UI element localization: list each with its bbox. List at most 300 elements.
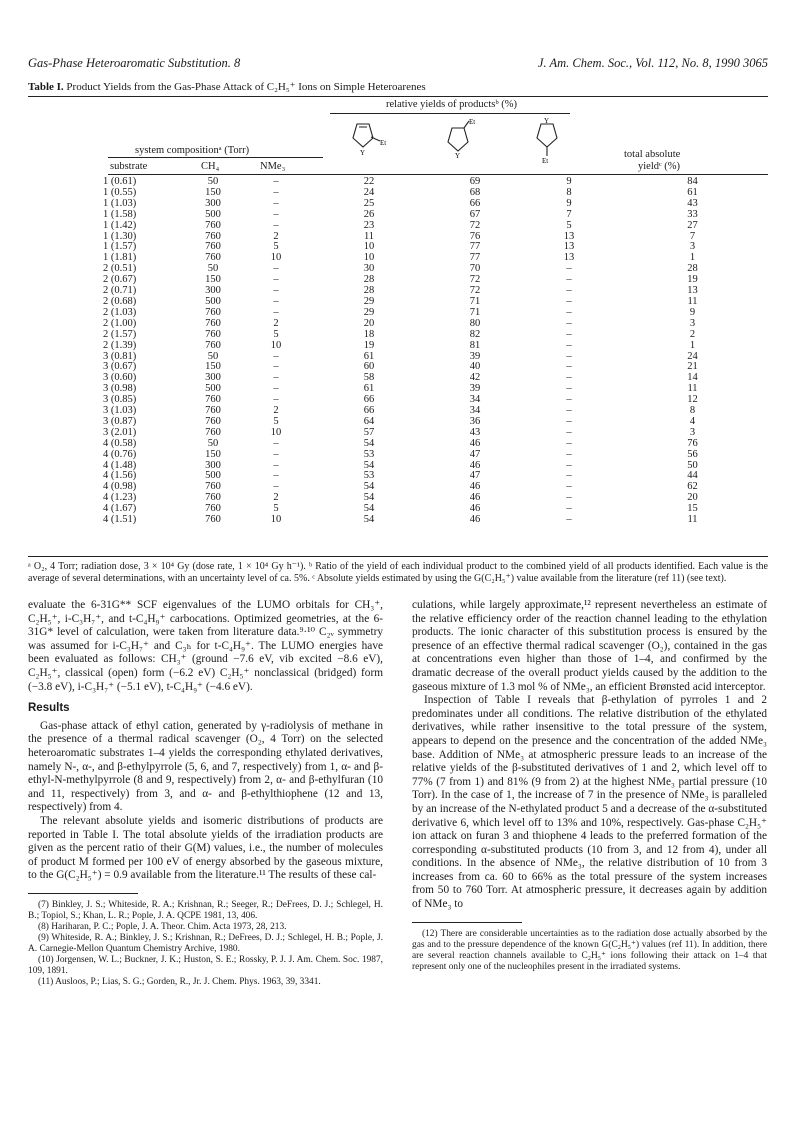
footnote-divider [412, 922, 522, 923]
table-row [103, 242, 768, 253]
table-cell: 300 [205, 285, 221, 297]
table-cell: 50 [207, 350, 219, 362]
table-cell: – [566, 350, 572, 362]
table-cell: 10 [270, 426, 282, 438]
table-cell: – [273, 263, 279, 275]
table-row [103, 362, 768, 373]
table-cell: 43 [687, 197, 698, 209]
col-substrate: substrate [110, 161, 148, 172]
table-cell: 2 (1.57) [103, 328, 137, 340]
table-cell: 20 [363, 317, 375, 329]
ring-et-label: Et [380, 139, 387, 147]
reference-item: (9) Whiteside, R. A.; Binkley, J. S.; Krishnan, R.; DeFrees, D. J.; Schlegel, H. B.; Pople, J. A. Carnegie-Mellon Quantum Chemistry Archive, 1980. [28, 932, 383, 954]
table-cell: 9 [566, 197, 572, 209]
table-row [103, 482, 768, 493]
table-cell: 71 [469, 295, 481, 307]
table-cell: 1 (1.57) [103, 241, 137, 253]
table-row [103, 504, 768, 515]
table-cell: 69 [469, 176, 481, 187]
table-cell: – [566, 394, 572, 406]
table-cell: – [566, 306, 572, 318]
table-bottom-rule [28, 556, 768, 557]
table-row [103, 384, 768, 395]
table-cell: 1 (1.30) [103, 230, 137, 242]
table-cell: 500 [205, 208, 221, 220]
table-cell: 84 [687, 176, 698, 187]
table-cell: 82 [469, 328, 481, 340]
table-cell: 760 [205, 394, 221, 406]
table-cell: – [566, 437, 572, 449]
table-cell: 5 [566, 219, 572, 231]
table-cell: 23 [363, 219, 375, 231]
table-cell: – [566, 405, 572, 417]
table-cell: – [273, 197, 279, 209]
table-cell: – [273, 372, 279, 384]
table-cell: 46 [469, 481, 481, 493]
table-cell: 2 (0.67) [103, 274, 137, 286]
table-cell: 4 (1.51) [103, 514, 137, 526]
table-cell: – [566, 372, 572, 384]
table-cell: – [273, 219, 279, 231]
table-cell: 2 (0.51) [103, 263, 137, 275]
table-cell: 10 [363, 252, 375, 264]
table-cell: – [566, 263, 572, 275]
table-cell: – [566, 383, 572, 395]
table-cell: 3 (0.60) [103, 372, 137, 384]
table-cell: 3 (0.81) [103, 350, 137, 362]
table-cell: 3 [689, 317, 696, 329]
table-cell: 2 (1.03) [103, 306, 137, 318]
table-cell: 57 [363, 426, 375, 438]
table-cell: 8 [689, 405, 696, 417]
table-row [103, 406, 768, 417]
table-cell: 77 [469, 252, 481, 264]
table-cell: 2 (0.68) [103, 295, 137, 307]
table-cell: 11 [687, 514, 698, 526]
relative-yields-header: relative yields of productsᵇ (%) [386, 99, 517, 110]
table-cell: 34 [469, 405, 481, 417]
table-caption [28, 80, 426, 93]
table-cell: 4 [689, 415, 696, 427]
left-paragraph-1: Gas-phase attack of ethyl cation, generated by γ-radiolysis of methane in the presence of a thermal radical scavenger (O₂, 4 Torr) on the selected heteroaromatic substrates 1–4 yields the corresponding ethylated derivatives, namely N-, α-, and β-ethylpyrrole (5, 6, and 7, respectively) from 1, α- and β-ethyl-N-methylpyrrole (8 and 9, respectively) from 2, α- and β-ethylfuran (10 and 11, respectively) from 3, and α- and β-ethylthiophene (12 and 13, respectively) from 4. [28, 719, 383, 814]
table-cell: 760 [205, 339, 221, 351]
table-cell: 2 [689, 328, 696, 340]
header-bottom-rule [108, 174, 768, 175]
table-cell: 4 (1.56) [103, 470, 137, 482]
table-cell: 77 [469, 241, 481, 253]
table-cell: – [273, 208, 279, 220]
table-cell: – [273, 295, 279, 307]
left-paragraph-0: evaluate the 6-31G** SCF eigenvalues of the LUMO orbitals for CH₃⁺, C₂H₅⁺, i-C₃H₇⁺, and t-C₄H₉⁺ carbocations. Optimized geometries, at the 6-31G* level of calculation, were taken from literature data.⁹·¹⁰ C₂ᵥ symmetry was assumed for i-C₃H₇⁺ and C₃ₕ for t-C₄H₉⁺. The LUMO energies have been evaluated as follows: CH₃⁺ (ground −7.6 eV, vib excited −8.6 eV), C₂H₅⁺, classical (open) form (−6.2 eV) C₂H₅⁺ nonclassical (bridged) form (−3.8 eV), i-C₃H₇⁺ (−5.1 eV), t-C₄H₉⁺ (−4.6 eV). [28, 599, 383, 693]
table-cell: – [273, 186, 279, 198]
total-header-1: total absolute [624, 149, 681, 160]
table-cell: 760 [205, 415, 221, 427]
table-row [103, 439, 768, 450]
table-cell: 13 [563, 241, 575, 253]
table-cell: – [273, 176, 279, 187]
table-cell: – [566, 459, 572, 471]
table-cell: 70 [469, 263, 481, 275]
table-cell: – [566, 361, 572, 373]
table-cell: 7 [566, 208, 572, 220]
reference-item: (11) Ausloos, P.; Lias, S. G.; Gorden, R., Jr. J. Chem. Phys. 1963, 39, 3341. [38, 976, 321, 987]
right-paragraph-2: Inspection of Table I reveals that β-ethylation of pyrroles 1 and 2 predominates under all conditions. The relative distribution of the ethylated derivatives, while rather insensitive to the total pressure of the system, appears to depend on the presence and the concentration of the added NMe₃ base. Addition of NMe₃ at atmospheric pressure leads to an increase of the relative yields of the β-substituted derivatives of 1 and 2, which level off to 77% (7 from 1) and 81% (9 from 2) at the highest NMe₃ partial pressure (10 Torr). In the case of 1, the increase of 7 in the presence of NMe₃ is paralleled by an increase of the N-ethylated product 5 and a decrease of the α-substituted derivative 6, which level off to 13% and 10%, respectively. Gas-phase C₂H₅⁺ ion attack on furan 3 and thiophene 4 leads to the preferred formation of the corresponding α-substituted products (10 from 3, and 12 from 4), under all conditions. In the absence of NMe₃, the relative distribution of 10 from 3 increases from ca. 60 to 66% as the total pressure of the system increases from 50 to 760 Torr. At atmospheric pressure, it decreases again by addition of NMe₃ to [412, 694, 767, 911]
ring-et-label: Et [542, 157, 549, 164]
table-cell: 61 [363, 383, 375, 395]
table-cell: – [273, 481, 279, 493]
table-cell: 11 [687, 383, 698, 395]
table-cell: 2 [273, 230, 279, 242]
table-cell: – [566, 295, 572, 307]
table-cell: 150 [205, 274, 221, 286]
table-cell: 760 [205, 503, 221, 515]
table-row [103, 188, 768, 199]
table-cell: 47 [469, 470, 481, 482]
table-row [103, 286, 768, 297]
table-caption-label: Table I. [28, 81, 64, 93]
table-cell: 10 [270, 252, 282, 264]
running-header [28, 56, 768, 71]
right-column [412, 599, 767, 973]
table-cell: 150 [205, 186, 221, 198]
table-cell: 1 (1.03) [103, 197, 137, 209]
table-cell: 300 [205, 372, 221, 384]
table-cell: 11 [363, 230, 375, 242]
table-cell: 21 [687, 361, 698, 373]
table-cell: 1 [689, 252, 696, 264]
table-cell: 10 [363, 241, 375, 253]
table-cell: – [566, 339, 572, 351]
table-cell: – [273, 437, 279, 449]
table-cell: 1 (0.61) [103, 176, 137, 187]
table-cell: 33 [687, 208, 698, 220]
table-cell: 4 (1.67) [103, 503, 137, 515]
table-cell: 760 [205, 426, 221, 438]
table-cell: 72 [469, 219, 481, 231]
table-row [103, 515, 768, 526]
table-cell: 66 [363, 394, 375, 406]
table-cell: 19 [687, 274, 698, 286]
table-cell: 56 [687, 448, 698, 460]
table-cell: 11 [687, 295, 698, 307]
table-cell: 14 [687, 372, 698, 384]
table-cell: 5 [273, 241, 279, 253]
table-row [103, 471, 768, 482]
table-cell: 54 [363, 437, 375, 449]
table-cell: 40 [469, 361, 481, 373]
table-cell: 3 (2.01) [103, 426, 137, 438]
left-column [28, 599, 383, 988]
table-cell: 4 (0.98) [103, 481, 137, 493]
table-cell: 760 [205, 405, 221, 417]
table-cell: 29 [363, 306, 375, 318]
table-cell: 24 [687, 350, 698, 362]
table-cell: – [273, 383, 279, 395]
table-cell: – [566, 503, 572, 515]
table-cell: 72 [469, 274, 481, 286]
table-cell: 61 [687, 186, 698, 198]
table-cell: 3 (0.67) [103, 361, 137, 373]
table-cell: – [273, 350, 279, 362]
table-row [103, 221, 768, 232]
table-cell: 760 [205, 241, 221, 253]
table-cell: 2 (1.00) [103, 317, 137, 329]
table-cell: 64 [363, 415, 375, 427]
table-cell: 54 [363, 459, 375, 471]
table-cell: 1 (1.42) [103, 219, 137, 231]
table-cell: 500 [205, 295, 221, 307]
header-left: Gas-Phase Heteroaromatic Substitution. 8 [28, 56, 241, 70]
table-cell: 760 [205, 317, 221, 329]
table-cell: 29 [363, 295, 375, 307]
reference-item: (7) Binkley, J. S.; Whiteside, R. A.; Krishnan, R.; Seeger, R.; DeFrees, D. J.; Schlegel, H. B.; Topiol, S.; Khan, L. R.; Pople, J. A. QCPE 1981, 13, 406. [28, 899, 383, 921]
ring-y-label: Y [360, 149, 366, 157]
table-cell: 54 [363, 514, 375, 526]
ring-y-label: Y [455, 152, 461, 158]
table-cell: 10 [270, 514, 282, 526]
table-cell: 80 [469, 317, 481, 329]
table-cell: 58 [363, 372, 375, 384]
table-cell: 2 [273, 405, 279, 417]
product-yields-table [103, 177, 768, 526]
table-cell: 9 [566, 176, 572, 187]
table-row [103, 253, 768, 264]
table-cell: 12 [687, 394, 698, 406]
table-row [103, 330, 768, 341]
table-cell: 150 [205, 361, 221, 373]
table-cell: 760 [205, 306, 221, 318]
table-cell: 13 [563, 230, 575, 242]
table-cell: 30 [363, 263, 375, 275]
table-cell: 300 [205, 459, 221, 471]
table-cell: 2 (1.39) [103, 339, 137, 351]
left-paragraph-2: The relevant absolute yields and isomeric distributions of products are reported in Table I. The total absolute yields of the irradiation products are given as the percent ratio of their G(M) values, i.e., the number of molecules of product M formed per 100 eV of energy absorbed by the gaseous mixture, to the G(C₂H₅⁺) = 0.9 available from the literature.¹¹ The results of these cal- [28, 814, 383, 882]
table-cell: – [566, 492, 572, 504]
table-cell: – [566, 285, 572, 297]
table-cell: 28 [363, 285, 375, 297]
table-cell: 50 [687, 459, 698, 471]
table-cell: 3 (0.85) [103, 394, 137, 406]
table-row [103, 308, 768, 319]
table-cell: 10 [270, 339, 282, 351]
table-cell: 3 (0.87) [103, 415, 137, 427]
n-ethyl-pyrrole-icon [526, 116, 576, 164]
table-cell: 760 [205, 481, 221, 493]
table-cell: 60 [363, 361, 375, 373]
table-cell: 66 [363, 405, 375, 417]
table-cell: 2 [273, 492, 279, 504]
table-cell: 8 [566, 186, 572, 198]
relative-yields-rule [330, 113, 570, 114]
table-cell: – [566, 274, 572, 286]
table-cell: 54 [363, 481, 375, 493]
table-cell: 53 [363, 470, 375, 482]
table-cell: 39 [469, 383, 481, 395]
table-cell: 5 [273, 328, 279, 340]
table-cell: 4 (0.58) [103, 437, 137, 449]
table-row [103, 341, 768, 352]
table-cell: 500 [205, 383, 221, 395]
table-cell: – [273, 470, 279, 482]
table-row [103, 417, 768, 428]
table-cell: 4 (1.48) [103, 459, 137, 471]
table-cell: 71 [469, 306, 481, 318]
table-cell: 760 [205, 219, 221, 231]
table-row [103, 210, 768, 221]
table-cell: 25 [363, 197, 375, 209]
table-cell: 22 [363, 176, 375, 187]
table-top-rule [28, 96, 768, 97]
table-cell: – [566, 448, 572, 460]
table-cell: 62 [687, 481, 698, 493]
table-cell: 5 [273, 415, 279, 427]
table-cell: 27 [687, 219, 698, 231]
ring-et-label: Et [469, 118, 476, 126]
table-cell: 50 [207, 437, 219, 449]
table-row [103, 177, 768, 188]
beta-ethyl-heteroarene-icon [437, 118, 487, 158]
table-cell: 24 [363, 186, 375, 198]
table-cell: 61 [363, 350, 375, 362]
table-cell: 66 [469, 197, 481, 209]
table-row [103, 450, 768, 461]
table-cell: 50 [207, 263, 219, 275]
table-cell: 76 [469, 230, 481, 242]
table-cell: 50 [207, 176, 219, 187]
table-cell: 13 [687, 285, 698, 297]
table-cell: – [273, 274, 279, 286]
table-cell: 46 [469, 459, 481, 471]
table-cell: 760 [205, 328, 221, 340]
table-cell: 3 [689, 426, 696, 438]
table-cell: 1 (0.55) [103, 186, 137, 198]
table-cell: 5 [273, 503, 279, 515]
table-cell: 500 [205, 470, 221, 482]
table-cell: 54 [363, 492, 375, 504]
table-cell: 760 [205, 252, 221, 264]
table-row [103, 428, 768, 439]
table-cell: 7 [689, 230, 696, 242]
table-cell: 72 [469, 285, 481, 297]
table-row [103, 297, 768, 308]
table-cell: 15 [687, 503, 698, 515]
table-cell: 46 [469, 503, 481, 515]
table-cell: 3 (0.98) [103, 383, 137, 395]
table-row [103, 264, 768, 275]
table-cell: – [273, 285, 279, 297]
table-cell: – [273, 448, 279, 460]
table-cell: – [566, 328, 572, 340]
alpha-ethyl-heteroarene-icon [342, 118, 392, 158]
table-cell: 68 [469, 186, 481, 198]
header-right: J. Am. Chem. Soc., Vol. 112, No. 8, 1990 3065 [537, 56, 768, 70]
table-cell: 67 [469, 208, 481, 220]
table-cell: – [566, 470, 572, 482]
table-cell: 13 [563, 252, 575, 264]
reference-item: (8) Hariharan, P. C.; Pople, J. A. Theor. Chim. Acta 1973, 28, 213. [38, 921, 287, 932]
table-row [103, 395, 768, 406]
table-cell: 1 (1.81) [103, 252, 137, 264]
table-cell: 3 [689, 241, 696, 253]
table-cell: 46 [469, 437, 481, 449]
table-cell: 81 [469, 339, 481, 351]
table-cell: – [273, 394, 279, 406]
table-row [103, 373, 768, 384]
table-cell: 760 [205, 514, 221, 526]
table-cell: 53 [363, 448, 375, 460]
footnote-divider [28, 893, 138, 894]
table-cell: 34 [469, 394, 481, 406]
table-cell: 19 [363, 339, 375, 351]
table-cell: 1 (1.58) [103, 208, 137, 220]
table-cell: 20 [687, 492, 698, 504]
table-cell: 47 [469, 448, 481, 460]
table-cell: 2 (0.71) [103, 285, 137, 297]
table-cell: 1 [689, 339, 696, 351]
table-cell: – [273, 361, 279, 373]
table-row [103, 199, 768, 210]
col-nme3: NMe₃ [260, 161, 286, 172]
table-row [103, 275, 768, 286]
table-row [103, 232, 768, 243]
col-ch4: CH₄ [201, 161, 220, 172]
system-composition-header: system compositionᵃ (Torr) [135, 145, 250, 156]
table-cell: – [566, 514, 572, 526]
reference-item: (10) Jorgensen, W. L.; Buckner, J. K.; Huston, S. E.; Rossky, P. J. J. Am. Chem. Soc. 1987, 109, 1891. [28, 954, 383, 976]
table-cell: 760 [205, 230, 221, 242]
table-cell: 3 (1.03) [103, 405, 137, 417]
table-footnote: ᵃ O₂, 4 Torr; radiation dose, 3 × 10⁴ Gy (dose rate, 1 × 10⁴ Gy h⁻¹). ᵇ Ratio of the yield of each individual product to the combined yield of all products identified. Each value is the average of several determinations, with an uncertainty level of ca. 5%. ᶜ Absolute yields estimated by using the G(C₂H₅⁺) value available from the literature (ref 11) (see text). [28, 561, 768, 584]
table-cell: 44 [687, 470, 698, 482]
ring-y-label: Y [544, 117, 550, 125]
table-cell: 9 [689, 306, 696, 318]
table-cell: 2 [273, 317, 279, 329]
table-cell: 150 [205, 448, 221, 460]
table-cell: 42 [469, 372, 481, 384]
table-cell: – [566, 481, 572, 493]
results-heading: Results [28, 702, 70, 715]
right-paragraph-1: culations, while largely approximate,¹² represent nevertheless an estimate of the relative efficiency order of the reaction channel leading to the ethylation products. The ionic character of this substitution process is ensured by the presence of an effective thermal radical scavenger (O₂), contained in the gas at concentrations even higher than those of 1–4, and confirmed by the dramatic decrease of the overall product yields caused by the addition to the gaseous mixture of 1.3 mol % of NMe₃, an efficient Brønsted acid interceptor. [412, 599, 767, 693]
reference-list [28, 900, 383, 988]
table-cell: 18 [363, 328, 375, 340]
table-cell: 28 [687, 263, 698, 275]
table-cell: 36 [469, 415, 481, 427]
table-cell: 300 [205, 197, 221, 209]
table-cell: 46 [469, 514, 481, 526]
total-header-2: yieldᶜ (%) [638, 161, 681, 172]
table-cell: – [566, 426, 572, 438]
table-cell: 4 (1.23) [103, 492, 137, 504]
table-row [103, 352, 768, 363]
table-cell: – [273, 459, 279, 471]
table-row [103, 461, 768, 472]
system-composition-rule [108, 157, 323, 158]
table-cell: 28 [363, 274, 375, 286]
table-cell: 76 [687, 437, 698, 449]
table-cell: 4 (0.76) [103, 448, 137, 460]
table-caption-text: Product Yields from the Gas-Phase Attack of C₂H₅⁺ Ions on Simple Heteroarenes [66, 81, 426, 93]
table-row [103, 319, 768, 330]
table-cell: 43 [469, 426, 481, 438]
table-cell: 26 [363, 208, 375, 220]
table-row [103, 493, 768, 504]
reference-12: (12) There are considerable uncertainties as to the radiation dose actually absorbed by the gas and to the pressure dependence of the known G(C₂H₅⁺) values (ref 11). In addition, there are several reaction channels available to C₂H₅⁺ ions following their attack on 1–4 that represent only one of the nucleophiles present in the irradiated systems. [412, 928, 767, 972]
table-cell: 39 [469, 350, 481, 362]
table-cell: – [566, 317, 572, 329]
table-cell: 760 [205, 492, 221, 504]
table-cell: – [273, 306, 279, 318]
table-cell: – [566, 415, 572, 427]
